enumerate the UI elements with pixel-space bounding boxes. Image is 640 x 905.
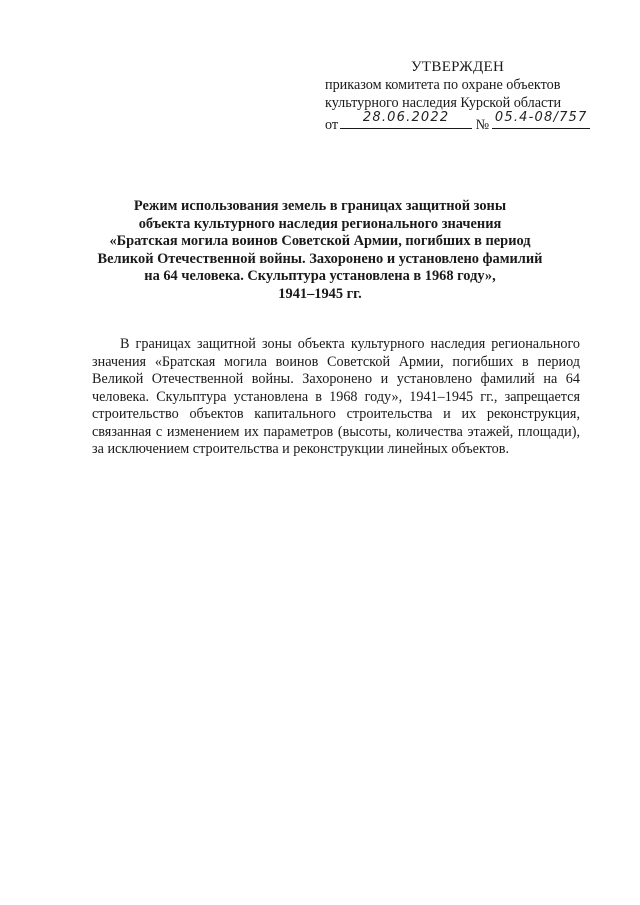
- document-title: [80, 198, 560, 304]
- title-line: 1941–1945 гг.: [278, 285, 362, 302]
- number-label: №: [475, 117, 490, 133]
- approval-line-1: приказом комитета по охране объектов: [325, 77, 561, 93]
- approval-heading: УТВЕРЖДЕН: [411, 59, 505, 75]
- approval-block: [325, 58, 595, 133]
- date-blank: [340, 110, 472, 129]
- handwritten-date: 28.06.2022: [362, 110, 450, 125]
- number-blank: [492, 110, 590, 129]
- title-line: Режим использования земель в границах защитной зоны: [133, 198, 507, 214]
- approval-date-number-line: [325, 110, 595, 133]
- handwritten-number: 05.4-08/757: [494, 110, 588, 125]
- title-line: Великой Отечественной войны. Захоронено и установлено фамилий: [97, 250, 543, 267]
- date-label: от: [325, 117, 339, 133]
- title-line: объекта культурного наследия регионального значения: [138, 215, 502, 232]
- approval-line-2: культурного наследия Курской области: [325, 95, 562, 111]
- title-line: на 64 человека. Скульптура установлена в 1968 году»,: [144, 268, 496, 285]
- title-line: «Братская могила воинов Советской Армии, погибших в период: [109, 233, 531, 250]
- body-paragraph: В границах защитной зоны объекта культурного наследия регионального значения «Братская могила воинов Советской Армии, погибших в период Великой Отечественной войны. Захоронено и установлено фамилий на 64 человека. Скульптура установлена в 1968 году», 1941–1945 гг., запрещается строительство объектов капитального строительства и их реконструкция, связанная с изменением их параметров (высоты, количества этажей, площади), за исключением строительства и реконструкции линейных объектов.: [92, 336, 580, 457]
